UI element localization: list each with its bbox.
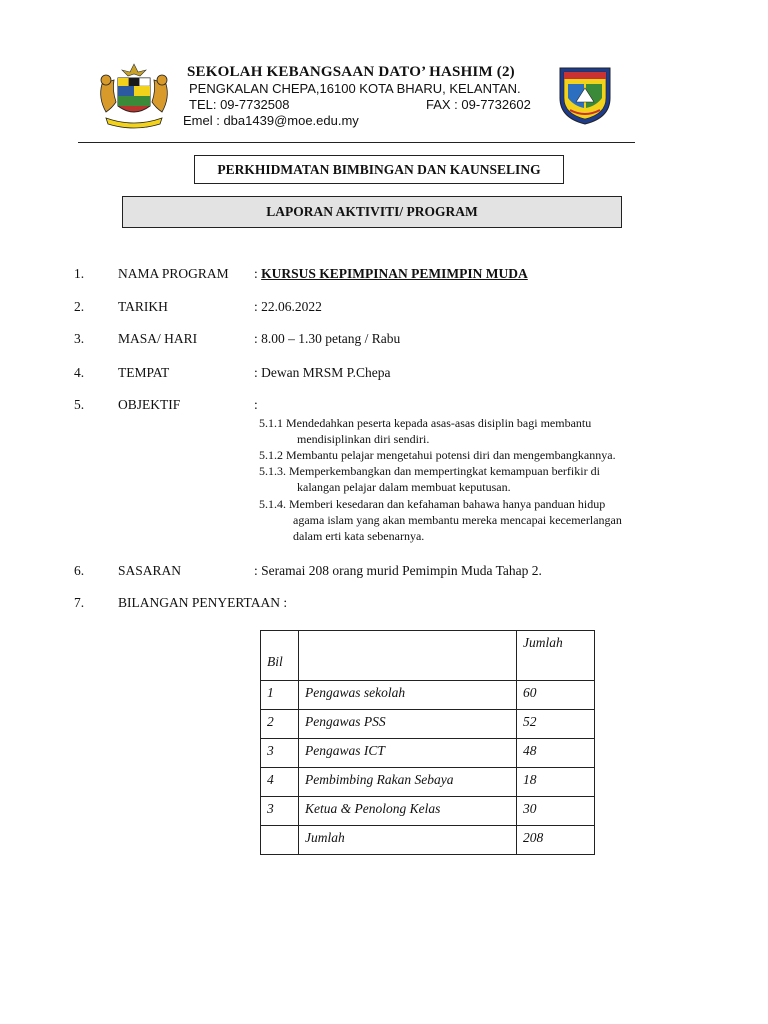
item-value: : [254,397,258,412]
item-label: TEMPAT [118,365,170,380]
row-bil: 3 [261,797,299,826]
table-total-row [261,826,595,855]
item-number: 7. [74,595,85,610]
item-value [254,266,528,282]
item-number: 1. [74,266,85,281]
item-number: 6. [74,563,85,578]
item-number: 4. [74,365,85,380]
row-jumlah: 60 [517,681,595,710]
item-label: MASA/ HARI [118,331,198,346]
row-jumlah: 48 [517,739,595,768]
item-value: : Seramai 208 orang murid Pemimpin Muda Tahap 2. [254,563,542,578]
row-bil: 4 [261,768,299,797]
total-bil [261,826,299,855]
objective-line: kalangan pelajar dalam membuat keputusan. [297,480,511,494]
row-name: Pengawas sekolah [299,681,517,710]
objective-line: 5.1.1 Mendedahkan peserta kepada asas-asas disiplin bagi membantu [259,416,592,430]
row-name: Pembimbing Rakan Sebaya [299,768,517,797]
malaysia-coat-of-arms-icon [92,60,176,130]
item-separator: : [254,266,262,281]
row-jumlah: 18 [517,768,595,797]
item-value: : 22.06.2022 [254,299,322,314]
school-name: SEKOLAH KEBANGSAAN DATO’ HASHIM (2) [187,64,515,80]
school-fax: FAX : 09-7732602 [426,97,531,112]
program-name: KURSUS KEPIMPINAN PEMIMPIN MUDA [261,266,528,281]
header-divider [78,142,635,143]
service-title-box [194,155,564,184]
item-label: OBJEKTIF [118,397,181,412]
table-row [261,768,595,797]
row-name: Ketua & Penolong Kelas [299,797,517,826]
table-row [261,710,595,739]
header-bil: Bil [261,631,299,681]
table-row [261,797,595,826]
table-row [261,739,595,768]
row-bil: 3 [261,739,299,768]
total-label: Jumlah [299,826,517,855]
header-name [299,631,517,681]
school-email: Emel : dba1439@moe.edu.my [183,113,359,128]
objective-line: 5.1.4. Memberi kesedaran dan kefahaman bahawa hanya panduan hidup [259,497,606,511]
header-jumlah: Jumlah [517,631,595,681]
row-name: Pengawas ICT [299,739,517,768]
table-row [261,681,595,710]
item-number: 2. [74,299,85,314]
row-jumlah: 30 [517,797,595,826]
objective-line: 5.1.3. Memperkembangkan dan mempertingkat kemampuan berfikir di [259,464,600,478]
row-bil: 2 [261,710,299,739]
report-title: LAPORAN AKTIVITI/ PROGRAM [266,204,478,219]
objective-line: 5.1.2 Membantu pelajar mengetahui potensi diri dan mengembangkannya. [259,448,616,462]
table-header-row [261,631,595,681]
item-value: : Dewan MRSM P.Chepa [254,365,391,380]
item-label: TARIKH [118,299,168,314]
school-crest-icon [556,62,614,126]
row-bil: 1 [261,681,299,710]
total-value: 208 [517,826,595,855]
item-label: SASARAN [118,563,182,578]
objective-line: mendisiplinkan diri sendiri. [297,432,430,446]
school-address: PENGKALAN CHEPA,16100 KOTA BHARU, KELANTAN. [189,81,521,96]
report-title-box [122,196,622,228]
service-title: PERKHIDMATAN BIMBINGAN DAN KAUNSELING [217,161,541,177]
row-jumlah: 52 [517,710,595,739]
row-name: Pengawas PSS [299,710,517,739]
participants-table [260,630,595,855]
objective-line: agama islam yang akan membantu mereka mencapai kecemerlangan [293,513,622,527]
school-tel: TEL: 09-7732508 [189,97,290,112]
objective-line: dalam erti kata sebenarnya. [293,529,425,543]
item-value: : 8.00 – 1.30 petang / Rabu [254,331,401,346]
item-label: BILANGAN PENYERTAAN : [118,595,288,610]
item-number: 3. [74,331,85,346]
item-number: 5. [74,397,85,412]
item-label: NAMA PROGRAM [118,266,229,281]
